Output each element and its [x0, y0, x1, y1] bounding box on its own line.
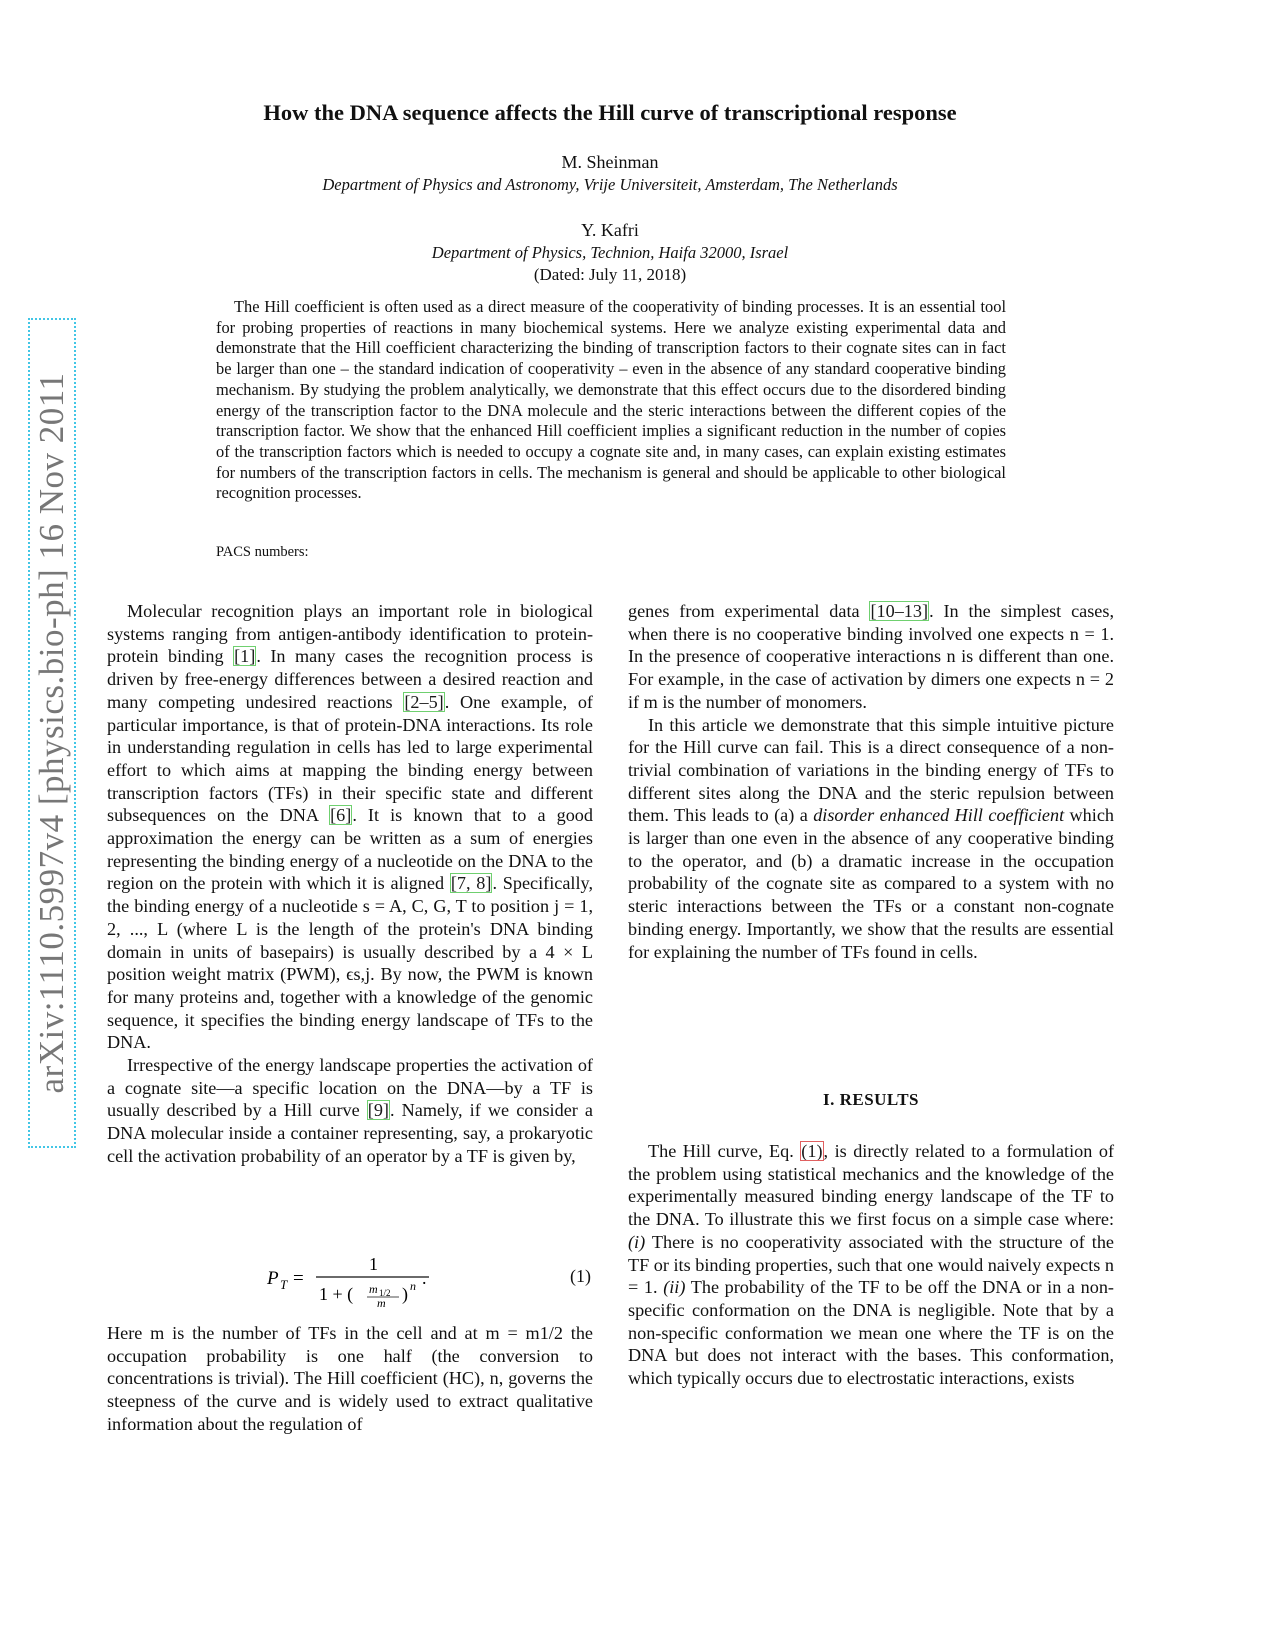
equation-number: (1): [570, 1266, 591, 1286]
eq-denominator-prefix: 1 + (: [319, 1284, 354, 1304]
author-1-name: M. Sheinman: [561, 152, 659, 172]
svg-text:=: =: [293, 1268, 304, 1289]
arxiv-stamp[interactable]: [28, 318, 76, 1148]
text-run: Irrespective of the energy landscape properties the activation of a cognate site—a specific location on the DNA—by a TF is usually described by a Hill curve: [107, 1055, 593, 1121]
abstract: The Hill coefficient is often used as a direct measure of the cooperativity of binding processes. It is an essential tool for probing properties of reactions in many biochemical systems. Here we analyze existing experimental data and demonstrate that the Hill coefficient characterizing the binding of transcription factors to their cognate sites can in fact be larger than one – the standard indication of cooperativity – even in the absence of any standard cooperative binding mechanism. By studying the problem analytically, we demonstrate that this effect occurs due to the disordered binding energy of the transcription factor to the DNA molecule and the steric interactions between the different copies of the transcription factor. We show that the enhanced Hill coefficient implies a significant reduction in the number of copies of the transcription factors which is needed to occupy a cognate site and, in many cases, can explain existing estimates for numbers of the transcription factors in cells. The mechanism is general and should be applicable to other biological recognition processes.: [216, 297, 1006, 503]
equation-ref-link[interactable]: (1): [801, 1141, 823, 1161]
text-run: . One example, of particular importance, is that of protein-DNA interactions. Its role in understanding regulation in cells has led to large experimental effort to which aims at mapping the binding energy between transcription factors (TFs) in their specific state and different subsequences on the DNA: [107, 691, 593, 826]
paragraph: [628, 714, 1114, 964]
text-run: The probability of the TF to be off the DNA or in a non-specific conformation on the DNA is negligible. Note that by a non-specific conformation we mean one where the TF is on the DNA but does not interact with the bases. This conformation, which typically occurs due to electrostatic interactions, exists: [628, 1277, 1114, 1389]
citation-link[interactable]: [1]: [234, 646, 256, 667]
text-run: . Namely, if we consider a DNA molecular inside a container representing, say, a prokaryotic cell the activation probability of an operator by a TF is given by,: [107, 1100, 593, 1166]
equation-graphic: [107, 1252, 593, 1312]
text-run: which is larger than one even in the absence of any cooperative binding to the operator, and (b) a dramatic increase in the occupation probability of the cognate site as compared to a system with no steric interactions between the TFs or a constant non-cognate binding energy. Importantly, we show that the results are essential for explaining the number of TFs found in cells.: [628, 805, 1114, 962]
text-run: genes from experimental data: [628, 601, 870, 621]
text-run: The Hill curve, Eq.: [648, 1141, 801, 1161]
right-column: [628, 600, 1114, 963]
citation-link[interactable]: [2–5]: [404, 691, 444, 712]
text-run: . Specifically, the binding energy of a nucleotide s = A, C, G, T to position j = 1, 2, ..., L (where L is the length of the protein's DNA binding domain in units of basepairs) is usually described by a 4 × L position weight matrix (PWM), ϵs,j. By now, the PWM is known for many proteins and, together with a knowledge of the genomic sequence, it specifies the binding energy landscape of TFs to the DNA.: [107, 873, 593, 1053]
text-run: . In the simplest cases, when there is no cooperative binding involved one expects n = 1. In the presence of cooperative interactions n is different than one. For example, in the case of activation by dimers one expects n = 2 if m is the number of monomers.: [628, 601, 1114, 712]
emphasis: disorder enhanced Hill coefficient: [813, 805, 1065, 826]
emphasis: (ii): [663, 1277, 686, 1298]
paragraph: [107, 600, 593, 1054]
paragraph: [628, 1140, 1114, 1390]
citation-link[interactable]: [9]: [367, 1100, 389, 1121]
eq-lhs-sub: T: [280, 1277, 288, 1292]
citation-link[interactable]: [6]: [330, 805, 352, 826]
text-run: There is no cooperativity associated with the structure of the TF or its binding properties, such that one would naively expects n = 1.: [628, 1231, 1114, 1298]
section-heading: I. RESULTS: [822, 1090, 920, 1109]
paper-title: How the DNA sequence affects the Hill curve of transcriptional response: [263, 100, 957, 125]
author-2-affiliation: Department of Physics, Technion, Haifa 32000, Israel: [431, 243, 789, 262]
text-run: Molecular recognition plays an important role in biological systems ranging from antigen-antibody identification to protein-protein binding: [107, 601, 593, 667]
paragraph: Here m is the number of TFs in the cell and at m = m1/2 the occupation probability is one half (the conversion to concentrations is trivial). The Hill coefficient (HC), n, governs the steepness of the curve and is widely used to extract qualitative information about the regulation of: [107, 1323, 593, 1434]
left-column-continued: [107, 1322, 593, 1436]
arxiv-id[interactable]: arXiv:1110.5997v4 [physics.bio-ph] 16 Nov 2011: [32, 372, 71, 1094]
text-run: In this article we demonstrate that this simple intuitive picture for the Hill curve can fail. This is a direct consequence of a non-trivial combination of variations in the binding energy of TFs to different sites along the DNA and the steric repulsion between them. This leads to (a) a: [628, 714, 1114, 826]
citation-link[interactable]: [10–13]: [870, 601, 929, 621]
text-run: . In many cases the recognition process is driven by free-energy differences between a desired reaction and many competing undesired reactions: [107, 646, 594, 712]
pacs-numbers: PACS numbers:: [216, 544, 309, 560]
paragraph: [628, 600, 1114, 714]
citation-link[interactable]: [7, 8]: [450, 873, 492, 894]
svg-text:.: .: [422, 1268, 427, 1288]
eq-lhs: P: [267, 1268, 279, 1289]
eq-inner-num: m: [369, 1282, 378, 1296]
eq-numerator: 1: [369, 1254, 378, 1274]
svg-text:): ): [402, 1284, 408, 1304]
eq-exponent: n: [410, 1279, 416, 1293]
paragraph: [107, 1054, 593, 1168]
equation-1: [107, 1252, 593, 1312]
eq-inner-num-sub: 1/2: [379, 1288, 391, 1298]
text-run: , is directly related to a formulation of the problem using statistical mechanics and the knowledge of the experimentally measured binding energy landscape of the TF to the DNA. To illustrate this we first focus on a simple case where:: [628, 1141, 1115, 1230]
text-run: . It is known that to a good approximation the energy can be written as a sum of energies representing the binding energy of a nucleotide on the DNA to the region on the protein with which it is aligned: [107, 805, 593, 894]
emphasis: (i): [628, 1231, 646, 1252]
right-column-continued: [628, 1140, 1114, 1390]
eq-inner-den: m: [377, 1296, 386, 1310]
dated-line: (Dated: July 11, 2018): [533, 265, 687, 284]
author-2-name: Y. Kafri: [581, 220, 639, 240]
left-column: [107, 600, 593, 1168]
author-1-affiliation: Department of Physics and Astronomy, Vrije Universiteit, Amsterdam, The Netherlands: [322, 175, 898, 194]
